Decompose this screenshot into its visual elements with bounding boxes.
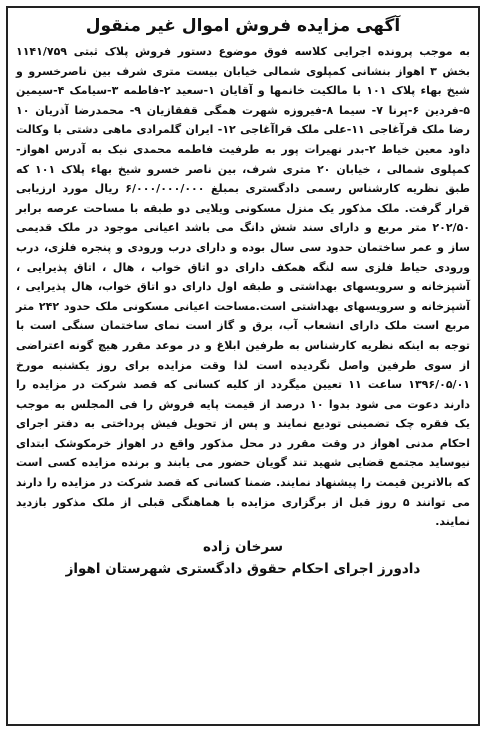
notice-frame [6, 6, 480, 726]
signature-name: سرخان زاده [203, 538, 283, 555]
signature-office: دادورز اجرای احکام حقوق دادگستری شهرستان اهواز [65, 560, 421, 577]
signature-block [16, 536, 470, 580]
notice-body: به موجب پرونده اجرایی کلاسه فوق موضوع دستور فروش پلاک ثبتی ۱۱۴۱/۷۵۹ بخش ۳ اهواز بنشانی کمپلوی شمالی خیابان بیست متری شرف بین ناصرخسرو و شیخ بهاء پلاک ۱۰۱ با مالکیت خانمها و آقایان ۱-سعید ۲-فاطمه ۳-سیامک ۴-سیمین ۵-فردین ۶-پرنا ۷- سیما ۸-فیروزه شهرت همگی قفقازیان ۹- محمدرضا آذریان ۱۰ رضا ملک قرآغاجی ۱۱-علی ملک قراآغاجی ۱۲- ایران گلمرادی ماهی دشتی با وکالت داود معین خیاط ۲-بدر نهیرات پور به طرفیت فاطمه محمدی نیک به آدرس اهواز- کمپلوی شمالی ، خیابان ۲۰ متری شرف، بین ناصر خسرو شیخ بهاء پلاک ۱۰۱ که طبق نظریه کارشناس رسمی دادگستری بمبلغ ۶/۰۰۰/۰۰۰/۰۰۰ ریال مورد ارزیابی قرار گرفت. ملک مذکور یک منزل مسکونی ویلایی دو طبقه با مساحت عرصه برابر ۲۰۲/۵۰ متر مربع و دارای سند شش دانگ می باشد اعیانی موجود در ملک قدیمی ساز و عمر ساختمان حدود سی سال بوده و دارای درب ورودی و پنجره فلزی، درب ورودی حیاط فلزی سه لنگه همکف دارای دو اتاق خواب ، هال ، اتاق پذیرایی ، آشپزخانه و سرویسهای بهداشتی و طبقه اول دارای دو اتاق خواب، هال پذیرایی ، آشپزخانه و سرویسهای بهداشتی است.مساحت اعیانی مسکونی ملک حدود ۲۴۲ متر مربع است ملک دارای انشعاب آب، برق و گاز است نمای ساختمان سنگی است با توجه به اینکه نظریه کارشناس به طرفین ابلاغ و در موعد مقرر هیچ گونه اعتراضی از سوی طرفین واصل نگردیده است لذا وقت مزایده برای روز یکشنبه مورخ ۱۳۹۶/۰۵/۰۱ ساعت ۱۱ تعیین میگردد از کلیه کسانی که قصد شرکت در مزایده را دارند دعوت می شود بدوا ۱۰ درصد از قیمت پایه فروش را فی المجلس به موجب یک فقره چک تضمینی تودیع نمایند و پس از تحویل فیش پرداختی به دفتر اجرای احکام مدنی اهواز در وقت مقرر در محل مذکور واقع در اهواز خرمکوشک ابتدای نیوساید مجتمع قضایی شهید تند گویان حضور می یابند و برنده مزایده کسی است که بالاترین قیمت را پیشنهاد نمایند. ضمنا کسانی که قصد شرکت در مزایده را دارند می توانند ۵ روز قبل از برگزاری مزایده با هماهنگی قبلی از ملک مذکور بازدید نمایند. [16, 45, 471, 529]
notice-title: آگهی مزایده فروش اموال غیر منقول [85, 16, 401, 36]
